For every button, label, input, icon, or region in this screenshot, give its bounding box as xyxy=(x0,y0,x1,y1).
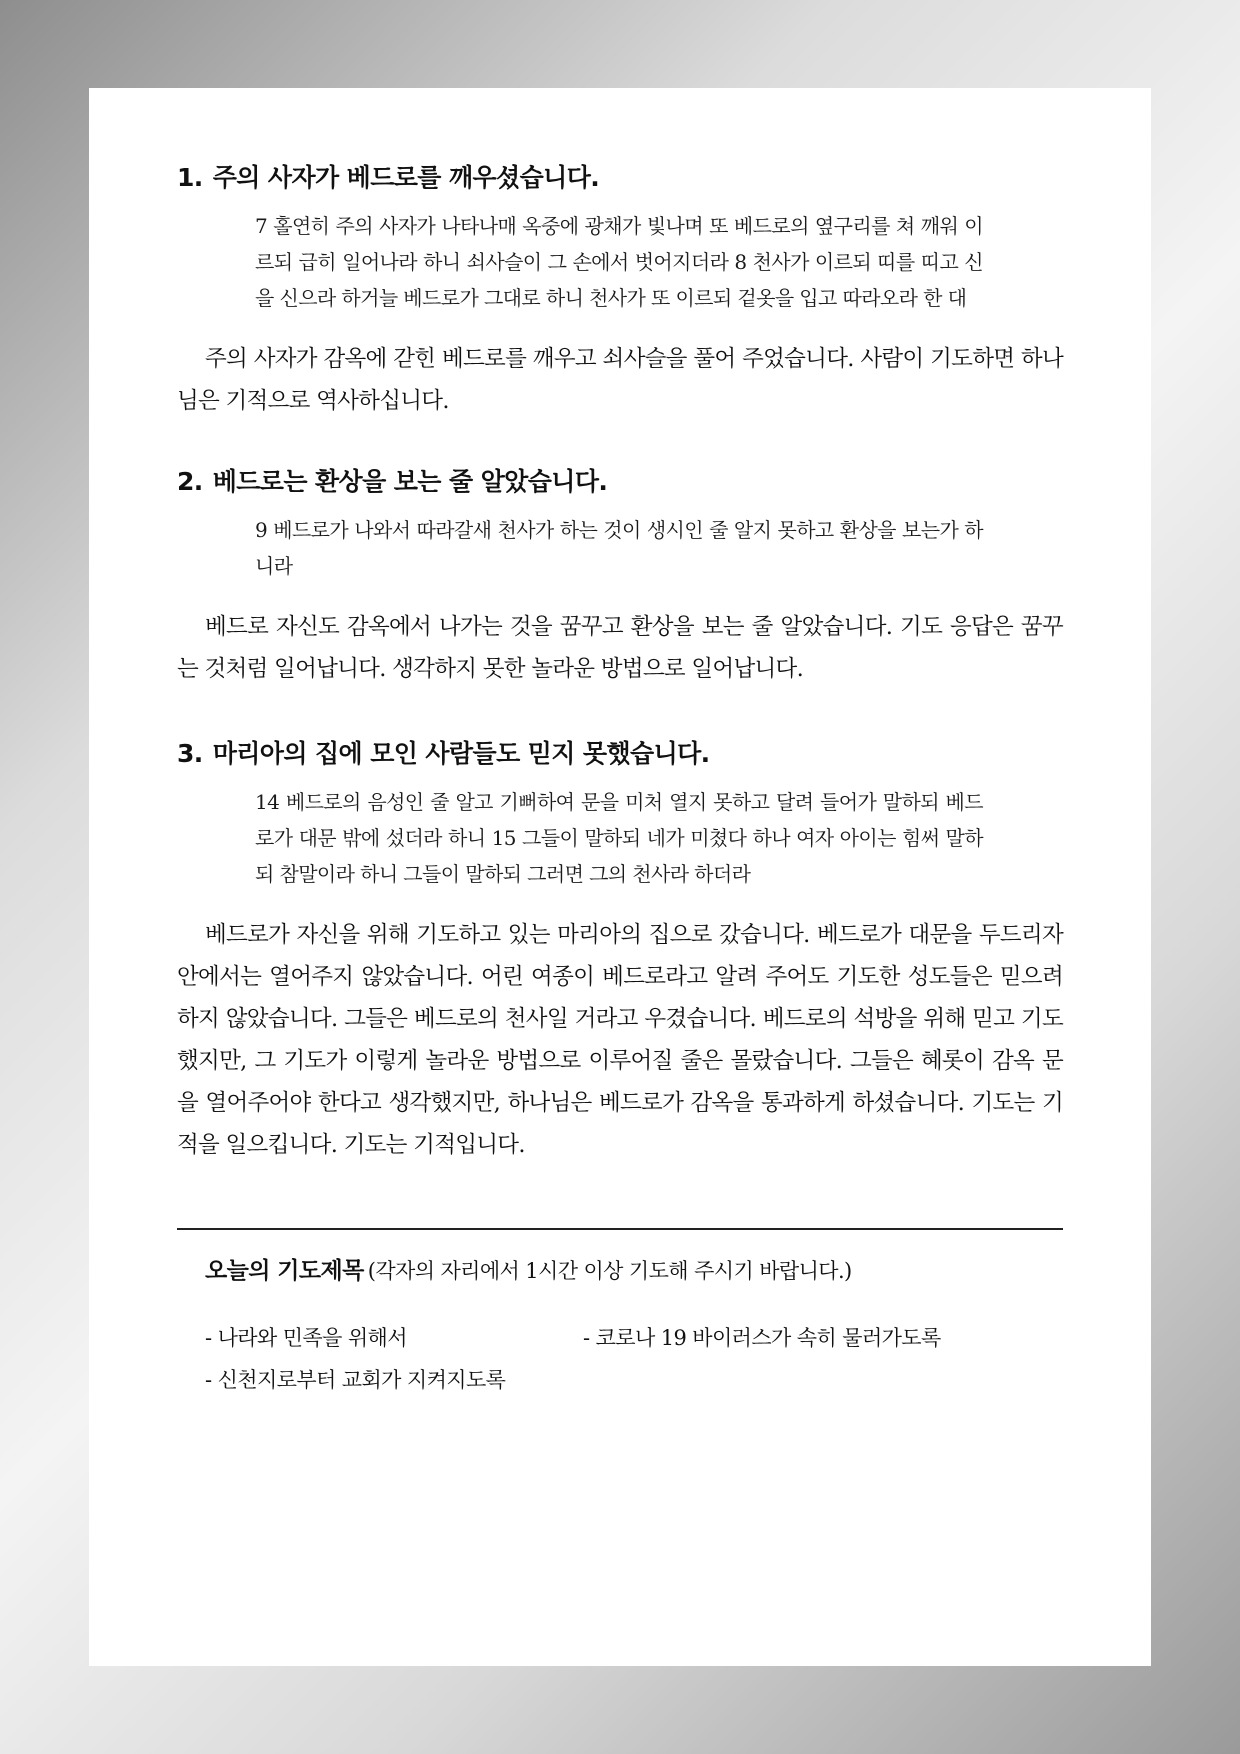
document-page xyxy=(89,88,1151,1666)
prayer-item: - 코로나 19 바이러스가 속히 물러가도록 xyxy=(583,1326,941,1350)
section-title: 주의 사자가 베드로를 깨우셨습니다. xyxy=(212,163,600,192)
section-heading xyxy=(177,462,1063,502)
section-body: 베드로가 자신을 위해 기도하고 있는 마리아의 집으로 갔습니다. 베드로가 대문을 두드리자 안에서는 열어주지 않았습니다. 어린 여종이 베드로라고 알려 주어도 기도한 성도들은 믿으려 하지 않았습니다. 그들은 베드로의 천사일 거라고 우겼습니다. 베드로의 석방을 위해 믿고 기도했지만, 그 기도가 이렇게 놀라운 방법으로 이루어질 줄은 몰랐습니다. 그들은 혜롯이 감옥 문을 열어주어야 한다고 생각했지만, 하나님은 베드로가 감옥을 통과하게 하셨습니다. 기도는 기적을 일으킵니다. 기도는 기적입니다. xyxy=(177,922,1063,1158)
section-number: 3. xyxy=(177,739,203,768)
section-number: 2. xyxy=(177,467,203,496)
section-1 xyxy=(177,158,1063,422)
prayer-item: - 나라와 민족을 위해서 xyxy=(205,1326,407,1350)
prayer-topics-header xyxy=(205,1252,1063,1293)
scripture-passage: 14 베드로의 음성인 줄 알고 기뻐하여 문을 미처 열지 못하고 달려 들어가 말하되 베드로가 대문 밖에 섰더라 하니 15 그들이 말하되 네가 미쳤다 하나 여자 아이는 힘써 말하되 참말이라 하니 그들이 말하되 그러면 그의 천사라 하더라 xyxy=(255,790,983,886)
section-body: 주의 사자가 감옥에 갇힌 베드로를 깨우고 쇠사슬을 풀어 주었습니다. 사람이 기도하면 하나님은 기적으로 역사하십니다. xyxy=(177,346,1063,414)
prayer-topics-list xyxy=(205,1319,1025,1399)
prayer-item: - 신천지로부터 교회가 지켜지도록 xyxy=(205,1368,506,1392)
section-2 xyxy=(177,462,1063,690)
scripture-passage: 9 베드로가 나와서 따라갈새 천사가 하는 것이 생시인 줄 알지 못하고 환상을 보는가 하니라 xyxy=(255,518,983,578)
document-content xyxy=(177,158,1063,1399)
divider xyxy=(177,1228,1063,1230)
prayer-topics-label: 오늘의 기도제목 xyxy=(205,1258,364,1284)
section-body: 베드로 자신도 감옥에서 나가는 것을 꿈꾸고 환상을 보는 줄 알았습니다. 기도 응답은 꿈꾸는 것처럼 일어납니다. 생각하지 못한 놀라운 방법으로 일어납니다. xyxy=(177,614,1063,682)
prayer-topics-note: (각자의 자리에서 1시간 이상 기도해 주시기 바랍니다.) xyxy=(367,1259,852,1283)
section-heading xyxy=(177,158,1063,198)
scripture-passage: 7 홀연히 주의 사자가 나타나매 옥중에 광채가 빛나며 또 베드로의 옆구리를 쳐 깨워 이르되 급히 일어나라 하니 쇠사슬이 그 손에서 벗어지더라 8 천사가 이르되 띠를 띠고 신을 신으라 하거늘 베드로가 그대로 하니 천사가 또 이르되 겉옷을 입고 따라오라 한 대 xyxy=(255,214,983,310)
section-heading xyxy=(177,734,1063,774)
section-title: 마리아의 집에 모인 사람들도 믿지 못했습니다. xyxy=(212,739,710,768)
section-number: 1. xyxy=(177,163,203,192)
section-3 xyxy=(177,734,1063,1166)
section-title: 베드로는 환상을 보는 줄 알았습니다. xyxy=(212,467,608,496)
